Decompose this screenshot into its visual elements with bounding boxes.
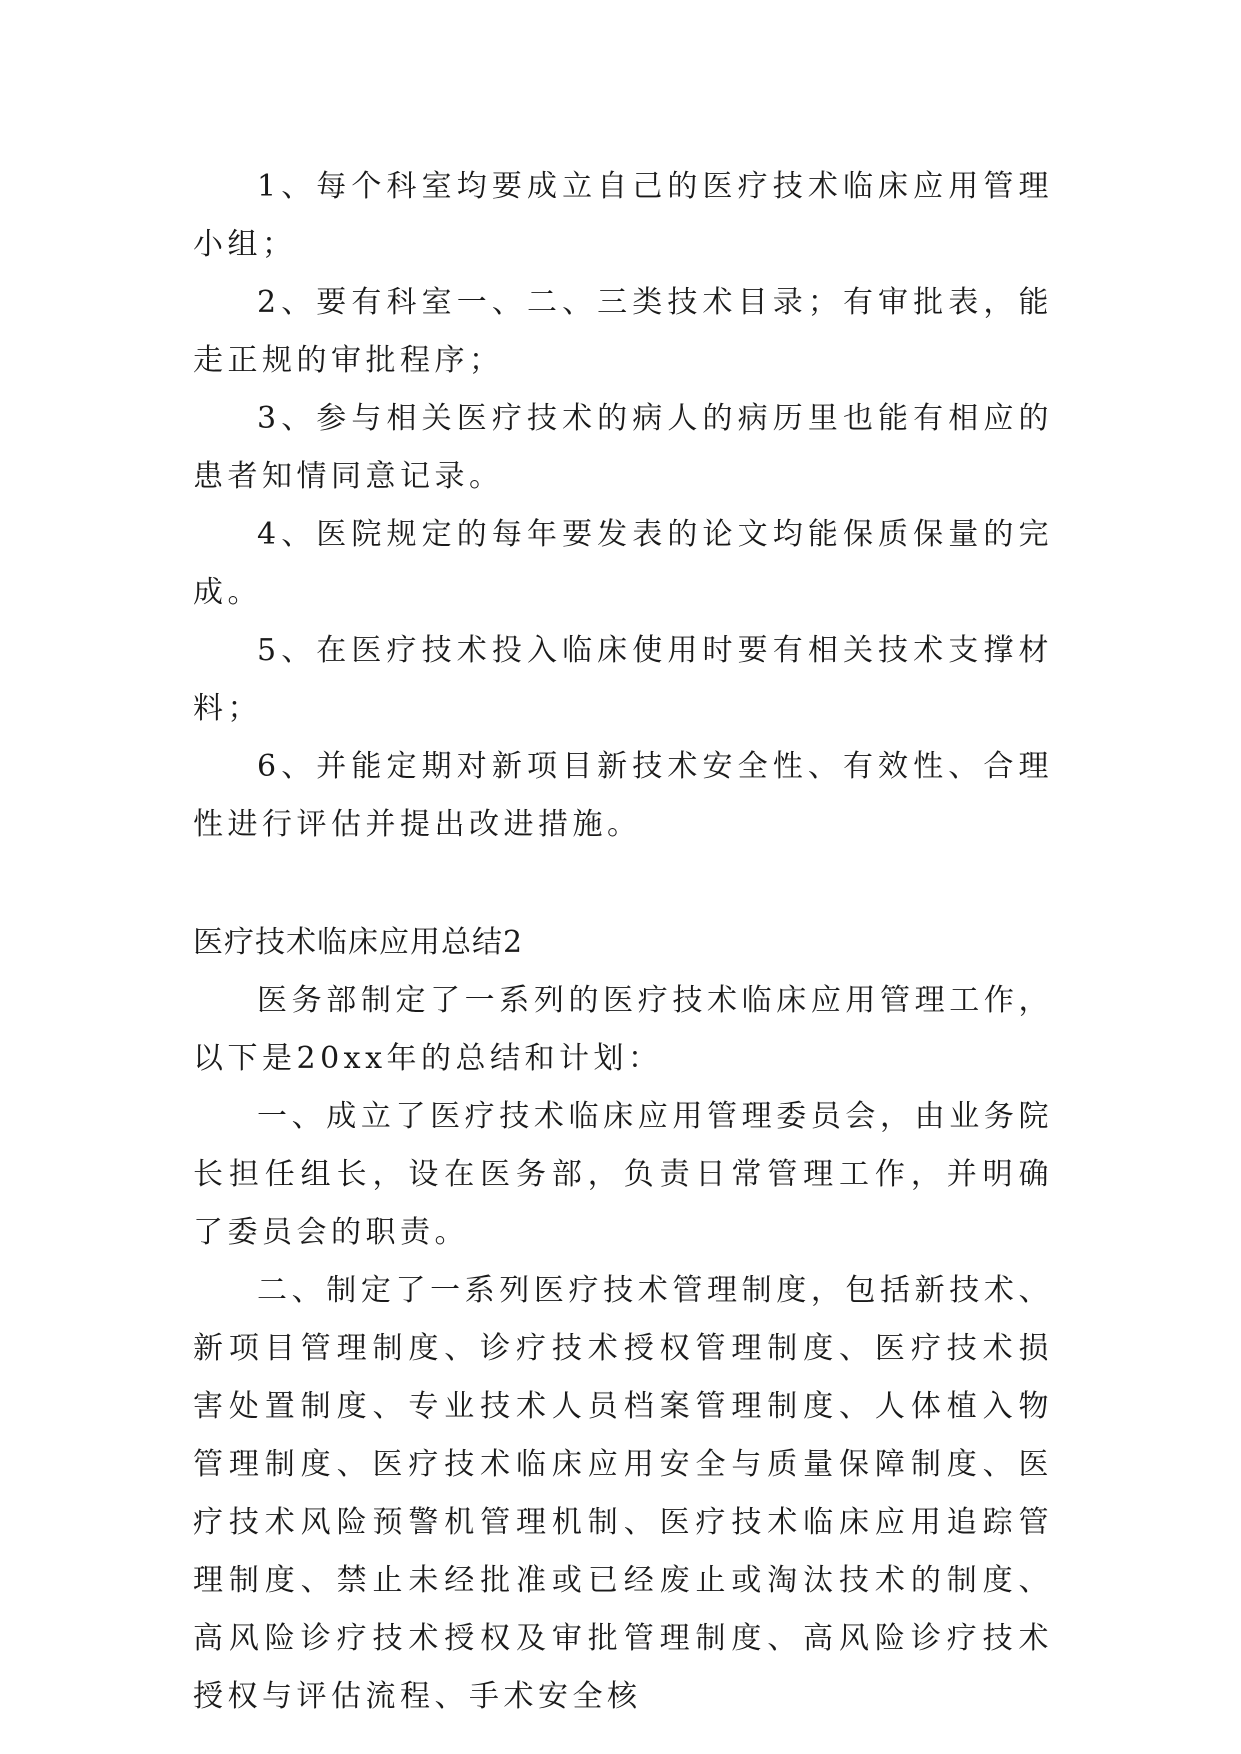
- list-item: 5、在医疗技术投入临床使用时要有相关技术支撑材料；: [193, 633, 1053, 726]
- list-item: 4、医院规定的每年要发表的论文均能保质保量的完成。: [193, 517, 1053, 610]
- document-page: [193, 158, 1053, 1726]
- section-heading: 医疗技术临床应用总结2: [193, 925, 524, 960]
- list-item: 6、并能定期对新项目新技术安全性、有效性、合理性进行评估并提出改进措施。: [193, 749, 1053, 842]
- body-paragraph: 一、成立了医疗技术临床应用管理委员会，由业务院长担任组长，设在医务部，负责日常管理工作，并明确了委员会的职责。: [193, 1099, 1053, 1250]
- body-paragraph: 医务部制定了一系列的医疗技术临床应用管理工作，以下是20xx年的总结和计划：: [193, 983, 1053, 1076]
- list-item: 3、参与相关医疗技术的病人的病历里也能有相应的患者知情同意记录。: [193, 401, 1053, 494]
- body-paragraph: 二、制定了一系列医疗技术管理制度，包括新技术、新项目管理制度、诊疗技术授权管理制度、医疗技术损害处置制度、专业技术人员档案管理制度、人体植入物管理制度、医疗技术临床应用安全与质量保障制度、医疗技术风险预警机管理机制、医疗技术临床应用追踪管理制度、禁止未经批准或已经废止或淘汰技术的制度、高风险诊疗技术授权及审批管理制度、高风险诊疗技术授权与评估流程、手术安全核: [193, 1273, 1053, 1714]
- section-gap: [193, 854, 1053, 914]
- list-item: 1、每个科室均要成立自己的医疗技术临床应用管理小组；: [193, 169, 1053, 262]
- list-item: 2、要有科室一、二、三类技术目录；有审批表，能走正规的审批程序；: [193, 285, 1053, 378]
